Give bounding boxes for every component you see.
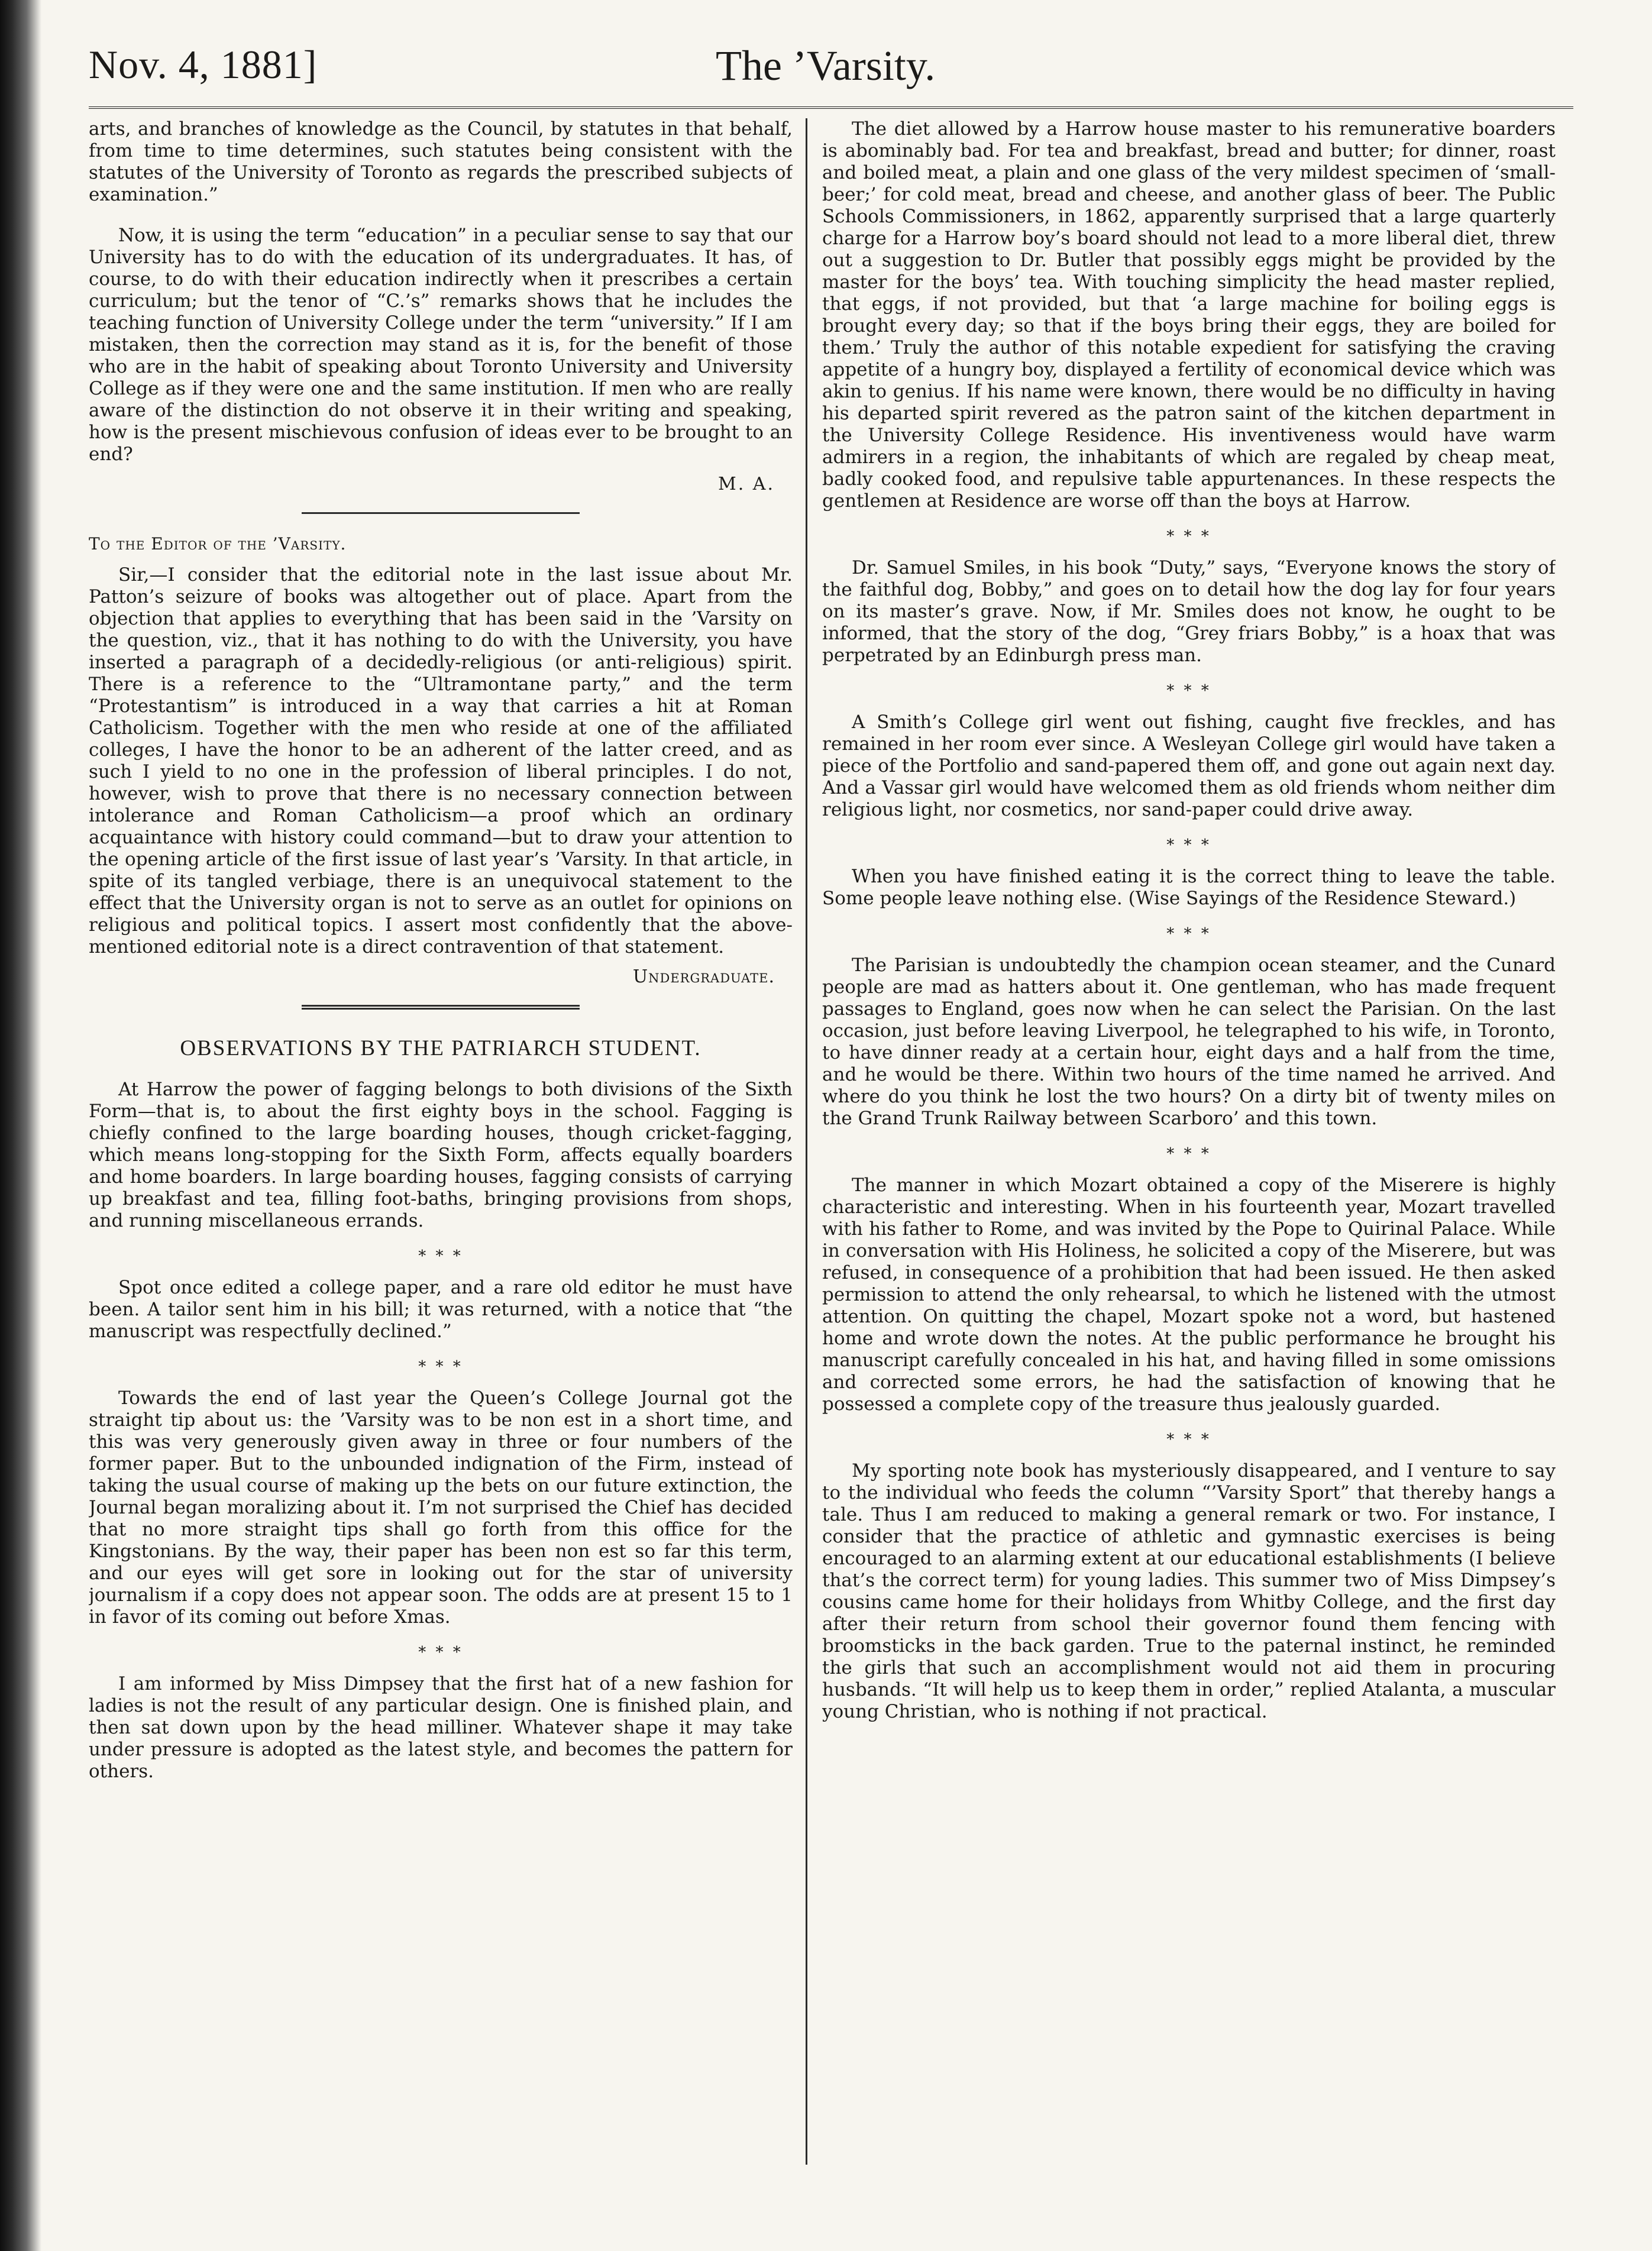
- right-column: [822, 118, 1556, 2212]
- obs-wise-sayings: When you have finished eating it is the correct thing to leave the table. Some people leave nothing else. (Wise Sayings of the Residence Steward.): [822, 866, 1556, 909]
- asterism-divider: * * *: [418, 1644, 463, 1661]
- obs-harrow-diet: The diet allowed by a Harrow house master to his remunerative boarders is abominably bad. For tea and breakfast, bread and butter; for dinner, roast and boiled meat, a plain and one glass of the very mildest specimen of ‘small-beer;’ for cold meat, bread and cheese, and another glass of beer. The Public Schools Commissioners, in 1862, apparently surprised that a large quarterly charge for a Harrow boy’s board should not lead to a more liberal diet, threw out a suggestion to Dr. Butler that possibly eggs might be provided by the master for the boys’ tea. With touching simplicity the head master replied, that eggs, if not provided, but that ‘a large machine for boiling eggs is brought every day; so that if the boys bring their eggs, they are boiled for them.’ Truly the author of this notable expedient for satisfying the craving appetite of a hungry boy, displayed a fertility of economical device which was akin to genius. If his name were known, there would be no difficulty in having his departed spirit revered as the patron saint of the kitchen department in the University College Residence. His inventiveness would have warm admirers in a region, the inhabitants of which are regaled by cheap meat, badly cooked food, and repulsive table appurtenances. In these respects the gentlemen at Residence are worse off than the boys at Harrow.: [822, 118, 1556, 512]
- newspaper-page: [89, 35, 1573, 2224]
- section-divider: [302, 512, 580, 514]
- asterism-divider: * * *: [418, 1358, 463, 1376]
- asterism-divider: * * *: [1166, 1145, 1211, 1163]
- left-column: [89, 118, 793, 2212]
- letter-body: Sir,—I consider that the editorial note in the last issue about Mr. Patton’s seizure of books was altogether out of place. Apart from the objection that applies to everything that has been said in the ’Varsity on the question, viz., that it has nothing to do with the University, you have inserted a paragraph of a decidedly-religious (or anti-religious) spirit. There is a reference to the “Ultramontane party,” and the term “Protestantism” is introduced in a way that carries a hit at Roman Catholicism. Together with the men who reside at one of the affiliated colleges, I have the honor to be an adherent of the latter creed, and as such I yield to no one in the profession of liberal principles. I do not, however, wish to prove that there is no necessary connection between intolerance and Roman Catholicism—a proof which an ordinary acquaintance with history could command—but to draw your attention to the opening article of the first issue of last year’s ’Varsity. In that article, in spite of its tangled verbiage, there is an unequivocal statement to the effect that the University organ is not to serve as an outlet for opinions on religious and political topics. I assert most confidently that the above-mentioned editorial note is a direct contravention of that statement.: [89, 564, 793, 958]
- asterism-divider: * * *: [1166, 925, 1211, 943]
- book-binding-edge: [0, 0, 41, 2251]
- continued-paragraph: arts, and branches of knowledge as the Council, by statutes in that behalf, from time to time determines, such statutes being consistent with the statutes of the University of Toronto as regards the prescribed subjects of examination.”: [89, 118, 793, 205]
- obs-queens-journal: Towards the end of last year the Queen’s College Journal got the straight tip about us: the ’Varsity was to be non est in a short time, and this was very generously given away in three or four numbers of the former paper. But to the unbounded indignation of the Firm, instead of taking the usual course of making up the bets on our future extinction, the Journal began moralizing about it. I’m not surprised the Chief has decided that no more straight tips shall go forth from this office for the Kingstonians. By the way, their paper has been non est so far this term, and our eyes will get sore in looking out for the star of university journalism if a copy does not appear soon. The odds are at present 15 to 1 in favor of its coming out before Xmas.: [89, 1388, 793, 1628]
- asterism-divider: * * *: [1166, 836, 1211, 854]
- asterism-divider: * * *: [1166, 682, 1211, 700]
- columns: [89, 118, 1573, 2212]
- letter-salutation: To the Editor of the ’Varsity.: [89, 534, 347, 554]
- paper-title: The ’Varsity.: [716, 42, 936, 89]
- obs-smiles: Dr. Samuel Smiles, in his book “Duty,” says, “Everyone knows the story of the faithful dog, Bobby,” and goes on to detail how the dog lay for four years on its master’s grave. Now, if Mr. Smiles does not know, he ought to be informed, that the story of the dog, “Grey friars Bobby,” is a hoax that was perpetrated by an Edinburgh press man.: [822, 557, 1556, 666]
- obs-mozart: The manner in which Mozart obtained a copy of the Miserere is highly characteristic and interesting. When in his fourteenth year, Mozart travelled with his father to Rome, and was invited by the Pope to Quirinal Palace. While in conversation with His Holiness, he solicited a copy of the Miserere, but was refused, in consequence of a prohibition that had been issued. He then asked permission to attend the only rehearsal, to which he listened with the utmost attention. On quitting the chapel, Mozart spoke not a word, but hastened home and wrote down the notes. At the public performance he brought his manuscript carefully concealed in his hat, and having filled in some omissions and corrected some errors, he had the satisfaction of knowing that he possessed a complete copy of the treasure thus jealously guarded.: [822, 1175, 1556, 1415]
- signature-undergraduate: Undergraduate.: [632, 966, 775, 987]
- asterism-divider: * * *: [418, 1247, 463, 1265]
- signature-ma: M. A.: [718, 474, 775, 494]
- masthead: [89, 35, 1573, 109]
- double-rule-divider: [302, 1005, 580, 1010]
- obs-spot: Spot once edited a college paper, and a rare old editor he must have been. A tailor sent him in his bill; it was returned, with a notice that “the manuscript was respectfully declined.”: [89, 1277, 793, 1342]
- obs-smiths-college: A Smith’s College girl went out fishing, caught five freckles, and has remained in her room ever since. A Wesleyan College girl would have taken a piece of the Portfolio and sand-papered them off, and gone out again next day. And a Vassar girl would have welcomed them as old friends whom neither dim religious light, nor cosmetics, nor sand-paper could drive away.: [822, 711, 1556, 820]
- obs-fagging: At Harrow the power of fagging belongs to both divisions of the Sixth Form—that is, to about the first eighty boys in the school. Fagging is chiefly confined to the large boarding houses, though cricket-fagging, which means long-stopping for the Sixth Form, affects equally boarders and home boarders. In large boarding houses, fagging consists of carrying up breakfast and tea, filling foot-baths, bringing provisions from shops, and running miscellaneous errands.: [89, 1079, 793, 1231]
- section-heading: OBSERVATIONS BY THE PATRIARCH STUDENT.: [180, 1036, 701, 1060]
- obs-sporting-notebook: My sporting note book has mysteriously disappeared, and I venture to say to the individual who feeds the column “’Varsity Sport” that thereby hangs a tale. Thus I am reduced to making a general remark or two. For instance, I consider that the practice of athletic and gymnastic exercises is being encouraged to an alarming extent at our educational establishments (I believe that’s the correct term) for young ladies. This summer two of Miss Dimpsey’s cousins came home for their holidays from Whitby College, and the first day after their return from school their governor found them fencing with broomsticks in the back garden. True to the paternal instinct, he reminded the girls that such an accomplishment would not aid them in procuring husbands. “It will help us to keep them in order,” replied Atalanta, a muscular young Christian, who is nothing if not practical.: [822, 1460, 1556, 1722]
- education-paragraph: Now, it is using the term “education” in a peculiar sense to say that our University has to do with the education of its undergraduates. It has, of course, to do with their education indirectly when it prescribes a certain curriculum; but the tenor of “C.’s” remarks shows that he includes the teaching function of University College under the term “university.” If I am mistaken, then the correction may stand as it is, for the benefit of those who are in the habit of speaking about Toronto University and University College as if they were one and the same institution. If men who are really aware of the distinction do not observe it in their writing and speaking, how is the present mischievous confusion of ideas ever to be brought to an end?: [89, 225, 793, 465]
- asterism-divider: * * *: [1166, 1431, 1211, 1448]
- column-rule: [806, 118, 807, 2165]
- obs-hat-fashion: I am informed by Miss Dimpsey that the first hat of a new fashion for ladies is not the result of any particular design. One is finished plain, and then sat down upon by the head milliner. Whatever shape it may take under pressure is adopted as the latest style, and becomes the pattern for others.: [89, 1673, 793, 1782]
- obs-parisian: The Parisian is undoubtedly the champion ocean steamer, and the Cunard people are mad as hatters about it. One gentleman, who has made frequent passages to England, goes now when he can select the Parisian. On the last occasion, just before leaving Liverpool, he telegraphed to his wife, in Toronto, to have dinner ready at a certain hour, eight days and a half from the time, and he would be there. Within two hours of the time named he arrived. And where do you think he lost the two hours? On a dirty bit of twenty miles on the Grand Trunk Railway between Scarboro’ and this town.: [822, 955, 1556, 1129]
- asterism-divider: * * *: [1166, 528, 1211, 545]
- issue-date: Nov. 4, 1881]: [89, 42, 318, 87]
